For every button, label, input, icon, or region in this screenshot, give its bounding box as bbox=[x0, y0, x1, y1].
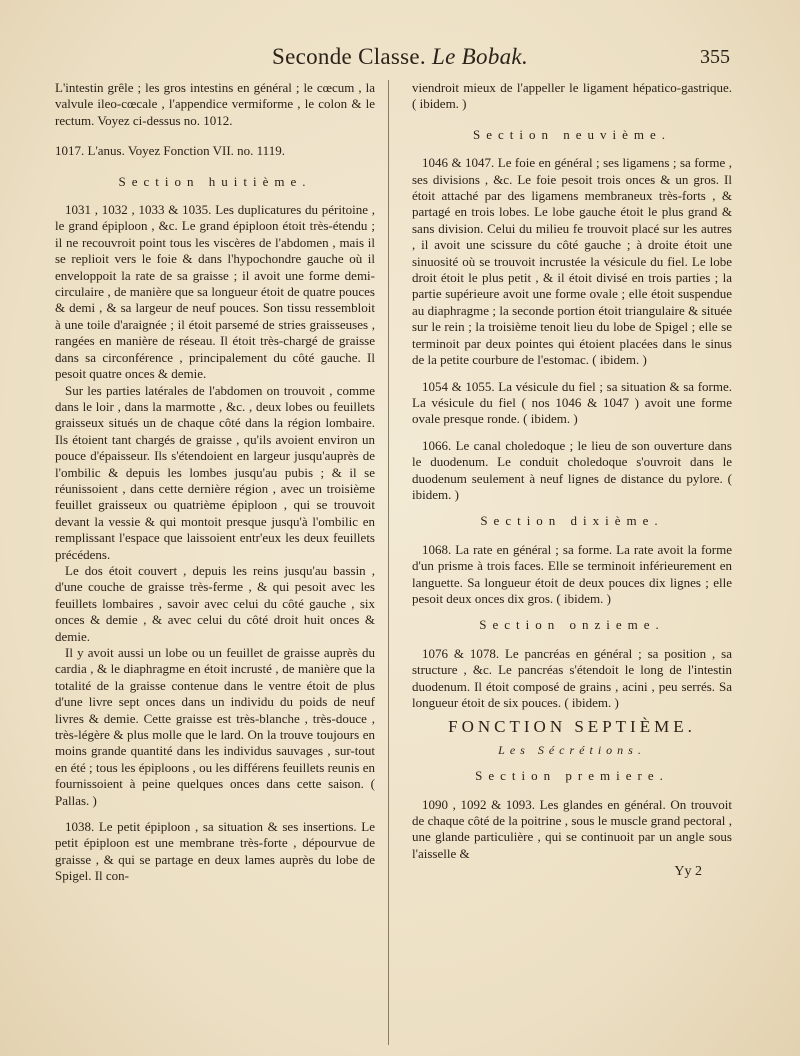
section-heading-1: Section premiere. bbox=[475, 768, 669, 784]
fonction-subheading: Les Sécrétions. bbox=[498, 742, 646, 757]
section-heading-8: Section huitième. bbox=[118, 173, 312, 189]
paragraph-1066: 1066. Le canal choledoque ; le lieu de son ouverture dans le duodenum. Le conduit choledoque s'ouvroit dans le duodenum seulement à neuf lignes de distance du pylore. ( ibidem. ) bbox=[412, 437, 732, 502]
paragraph-continuation: viendroit mieux de l'appeller le ligament hépatico-gastrique. ( ibidem. ) bbox=[412, 80, 732, 112]
right-column bbox=[412, 80, 732, 881]
paragraph-1031: 1031 , 1032 , 1033 & 1035. Les duplicatures du péritoine , le grand épiploon , &c. Le grand épiploon étoit très-étendu ; il ne recouvroit point tous les viscères de l'abdomen , mais il se replioit vers le foie & dans l'hypochondre gauche où il enveloppoit la rate de sa graisse ; il avoit une forme demi-circulaire , de manière que sa longueur étoit de quatre pouces & demi , & sa largeur de neuf pouces. Son tissu ressembloit à une toile d'araignée ; il étoit parsemé de stries graisseuses , rangées en manière de réseau. Il étoit très-chargé de graisse dans sa circonférence , principalement du côté gauche. Il pesoit quatre onces & demie. bbox=[55, 202, 375, 382]
paragraph-1046: 1046 & 1047. Le foie en général ; ses ligamens ; sa forme , ses divisions , &c. Le foie pesoit trois onces & un gros. Il étoit attaché par des ligamens membraneux très-forts , & partagé en trois lobes. Le lobe gauche étoit le plus grand & sans division. Celui du milieu fe trouvoit placé sur les autres , il avoit une scissure du côté gauche ; à droite étoit une sinuosité où se trouvoit incrustée la vésicule du fiel. Le lobe droit étoit le plus petit , & il étoit divisé en trois parties ; la partie supérieure avoit une forme ovale ; elle étoit suspendue au diaphragme ; la seconde portion étoit triangulaire & située sur le rein ; la troisième tenoit lieu du lobe de Spigel ; elle se terminoit par deux pointes qui étoient placées dans le sinus de la petite courbure de l'estomac. ( ibidem. ) bbox=[412, 155, 732, 368]
paragraph-1017: 1017. L'anus. Voyez Fonction VII. no. 1119. bbox=[55, 143, 285, 159]
running-header bbox=[60, 44, 740, 74]
class-title: Seconde Classe. bbox=[272, 44, 426, 69]
section-heading-11: Section onzieme. bbox=[479, 617, 665, 633]
fonction-heading: FONCTION SEPTIÈME. bbox=[448, 717, 696, 737]
paragraph-lombaires: Sur les parties latérales de l'abdomen on trouvoit , comme dans le loir , dans la marmotte , &c. , deux lobes ou feuillets graisseux situés un de chaque côté dans la région lombaire. Ils étoient tant chargés de graisse , qu'ils avoient environ un pouce d'épaisseur. Ils s'étendoient en largeur jusqu'auprès de l'ombilic & depuis les lombes jusqu'au pubis ; & il se réunissoient , dans cette dernière région , avec un troisième feuillet graisseux ou quatrième épiploon , qui se trouvoit devant la vessie & qui montoit presque jusqu'à l'ombilic en remplissant l'espace que laissoient entr'eux les deux feuillets précédens. bbox=[55, 382, 375, 562]
paragraph-dos: Le dos étoit couvert , depuis les reins jusqu'au bassin , d'une couche de graisse très-ferme , & qui pesoit avec les feuillets lombaires , savoir avec celui du côté gauche , six onces & demie , & avec celui du côté droit huit onces & demie. bbox=[55, 562, 375, 644]
section-heading-9: Section neuvième. bbox=[472, 126, 672, 142]
signature-mark: Yy 2 bbox=[674, 864, 702, 880]
species-title: Le Bobak. bbox=[432, 44, 528, 69]
paragraph-1068: 1068. La rate en général ; sa forme. La rate avoit la forme d'un prisme à trois faces. Elle se terminoit inférieurement en languette. Sa longueur étoit de deux pouces dix lignes ; elle pesoit deux onces dix gros. ( ibidem. ) bbox=[412, 541, 732, 606]
paragraph-1054: 1054 & 1055. La vésicule du fiel ; sa situation & sa forme. La vésicule du fiel ( nos 1046 & 1047 ) avoit une forme ovale presque ronde. ( ibidem. ) bbox=[412, 378, 732, 427]
paragraph-graisse: Il y avoit aussi un lobe ou un feuillet de graisse auprès du cardia , & le diaphragme en étoit incrusté , de manière que la totalité de la graisse contenue dans le ventre étoit de plus d'une livre sept onces dans un individu du poids de neuf livres & demie. Cette graisse est très-blanche , très-douce , très-légère & plus molle que le lard. On la trouve toujours en moins grande quantité dans les individus sauvages , sur-tout en été ; tous les épiploons , ou les différens feuillets reunis en fournissoient à peine quelques onces dans cette saison. ( Pallas. ) bbox=[55, 645, 375, 808]
section-heading-10: Section dixième. bbox=[480, 513, 664, 529]
paragraph-1090: 1090 , 1092 & 1093. Les glandes en général. On trouvoit de chaque côté de la poitrine , sous le muscle grand pectoral , une glande particulière , qui se continuoit par un angle sous l'aisselle & bbox=[412, 796, 732, 861]
paragraph-1076: 1076 & 1078. Le pancréas en général ; sa position , sa structure , &c. Le pancréas s'étendoit le long de l'intestin duodenum. Il étoit composé de grains , acini , peu serrés. Sa longueur étoit de six pouces. ( ibidem. ) bbox=[412, 645, 732, 710]
paragraph-intestines: L'intestin grêle ; les gros intestins en général ; le cœcum , la valvule ileo-cœcale , l'appendice vermiforme , le colon & le rectum. Voyez ci-dessus no. 1012. bbox=[55, 80, 375, 128]
left-column bbox=[55, 80, 375, 885]
page-number: 355 bbox=[700, 46, 730, 68]
column-rule bbox=[388, 80, 389, 1045]
paragraph-1038: 1038. Le petit épiploon , sa situation & ses insertions. Le petit épiploon est une membrane très-forte , dépourvue de graisse , & qui se partage en deux lames auprès du lobe de Spigel. Il con- bbox=[55, 819, 375, 884]
running-title bbox=[60, 44, 740, 70]
